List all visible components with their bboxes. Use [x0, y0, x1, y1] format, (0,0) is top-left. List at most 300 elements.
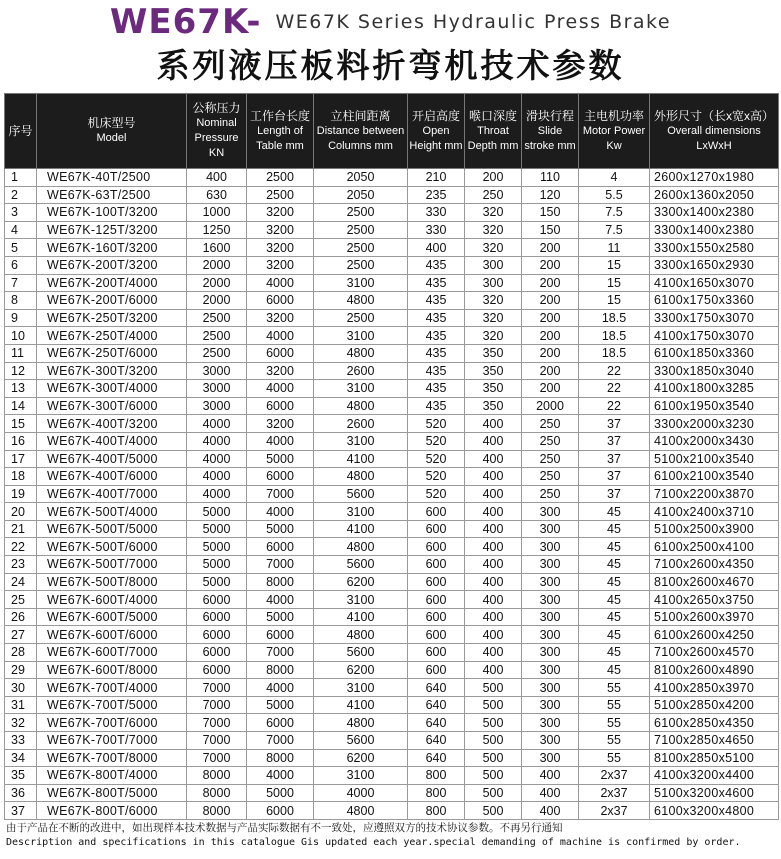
cell-no: 34: [5, 749, 37, 767]
cell-column-distance: 3100: [314, 274, 408, 292]
table-row: [5, 661, 779, 679]
cell-column-distance: 4100: [314, 450, 408, 468]
header-label-en: Overall dimensions LxWxH: [667, 124, 761, 152]
cell-slide-stroke: 300: [522, 749, 579, 767]
cell-dimensions: 5100x3200x4600: [650, 784, 779, 802]
cell-table-length: 4000: [247, 503, 314, 521]
cell-model: WE67K-700T/4000: [37, 679, 187, 697]
cell-table-length: 4000: [247, 327, 314, 345]
cell-column-distance: 4800: [314, 802, 408, 820]
cell-column-distance: 4100: [314, 520, 408, 538]
cell-column-distance: 2050: [314, 169, 408, 187]
cell-pressure: 7000: [187, 679, 247, 697]
table-row: [5, 169, 779, 187]
header-label-en: Length of Table mm: [256, 124, 304, 152]
cell-slide-stroke: 200: [522, 256, 579, 274]
table-row: [5, 274, 779, 292]
cell-open-height: 640: [408, 749, 465, 767]
spec-table: [4, 93, 779, 820]
cell-no: 21: [5, 520, 37, 538]
cell-dimensions: 4100x2000x3430: [650, 432, 779, 450]
cell-throat-depth: 500: [465, 714, 522, 732]
cell-dimensions: 2600x1270x1980: [650, 169, 779, 187]
header-label-en: Throat Depth mm: [467, 124, 519, 152]
cell-table-length: 6000: [247, 538, 314, 556]
cell-model: WE67K-600T/5000: [37, 608, 187, 626]
cell-open-height: 400: [408, 239, 465, 257]
cell-dimensions: 4100x3200x4400: [650, 767, 779, 785]
cell-no: 25: [5, 591, 37, 609]
cell-pressure: 3000: [187, 397, 247, 415]
cell-dimensions: 6100x3200x4800: [650, 802, 779, 820]
cell-model: WE67K-400T/4000: [37, 432, 187, 450]
cell-slide-stroke: 250: [522, 450, 579, 468]
cell-slide-stroke: 300: [522, 538, 579, 556]
cell-slide-stroke: 400: [522, 802, 579, 820]
cell-open-height: 330: [408, 221, 465, 239]
cell-open-height: 235: [408, 186, 465, 204]
cell-pressure: 2000: [187, 274, 247, 292]
cell-motor-power: 2x37: [579, 767, 650, 785]
cell-slide-stroke: 300: [522, 520, 579, 538]
table-row: [5, 714, 779, 732]
cell-open-height: 330: [408, 204, 465, 222]
cell-pressure: 5000: [187, 573, 247, 591]
cell-model: WE67K-500T/4000: [37, 503, 187, 521]
cell-throat-depth: 500: [465, 767, 522, 785]
cell-open-height: 435: [408, 274, 465, 292]
table-row: [5, 344, 779, 362]
cell-pressure: 1000: [187, 204, 247, 222]
cell-dimensions: 4100x2400x3710: [650, 503, 779, 521]
cell-slide-stroke: 250: [522, 468, 579, 486]
cell-motor-power: 22: [579, 380, 650, 398]
cell-model: WE67K-300T/3200: [37, 362, 187, 380]
cell-throat-depth: 500: [465, 696, 522, 714]
cell-throat-depth: 320: [465, 239, 522, 257]
cell-open-height: 600: [408, 661, 465, 679]
cell-pressure: 4000: [187, 468, 247, 486]
cell-dimensions: 4100x1800x3285: [650, 380, 779, 398]
cell-model: WE67K-800T/4000: [37, 767, 187, 785]
cell-motor-power: 2x37: [579, 802, 650, 820]
cell-slide-stroke: 300: [522, 556, 579, 574]
cell-table-length: 2500: [247, 186, 314, 204]
cell-throat-depth: 400: [465, 573, 522, 591]
cell-pressure: 630: [187, 186, 247, 204]
cell-table-length: 7000: [247, 644, 314, 662]
cell-model: WE67K-125T/3200: [37, 221, 187, 239]
cell-throat-depth: 500: [465, 749, 522, 767]
cell-throat-depth: 400: [465, 468, 522, 486]
cell-table-length: 3200: [247, 256, 314, 274]
cell-table-length: 6000: [247, 292, 314, 310]
cell-no: 23: [5, 556, 37, 574]
header-label-zh: 外形尺寸（长x宽x高）: [653, 108, 774, 123]
cell-model: WE67K-200T/3200: [37, 256, 187, 274]
cell-column-distance: 5600: [314, 485, 408, 503]
cell-model: WE67K-300T/4000: [37, 380, 187, 398]
cell-no: 32: [5, 714, 37, 732]
cell-column-distance: 2500: [314, 204, 408, 222]
cell-dimensions: 4100x1750x3070: [650, 327, 779, 345]
cell-dimensions: 8100x2600x4670: [650, 573, 779, 591]
cell-model: WE67K-400T/3200: [37, 415, 187, 433]
cell-slide-stroke: 250: [522, 415, 579, 433]
cell-motor-power: 37: [579, 468, 650, 486]
cell-throat-depth: 500: [465, 732, 522, 750]
cell-dimensions: 3300x1400x2380: [650, 204, 779, 222]
cell-pressure: 7000: [187, 696, 247, 714]
table-row: [5, 556, 779, 574]
cell-table-length: 5000: [247, 520, 314, 538]
table-row: [5, 292, 779, 310]
cell-model: WE67K-500T/5000: [37, 520, 187, 538]
header-label-en: Nominal Pressure KN: [194, 117, 239, 159]
cell-throat-depth: 320: [465, 292, 522, 310]
cell-pressure: 2500: [187, 344, 247, 362]
cell-throat-depth: 350: [465, 362, 522, 380]
table-row: [5, 380, 779, 398]
cell-open-height: 800: [408, 802, 465, 820]
cell-open-height: 600: [408, 538, 465, 556]
table-row: [5, 802, 779, 820]
cell-column-distance: 3100: [314, 767, 408, 785]
cell-no: 30: [5, 679, 37, 697]
cell-open-height: 800: [408, 784, 465, 802]
table-row: [5, 256, 779, 274]
cell-model: WE67K-700T/5000: [37, 696, 187, 714]
cell-open-height: 435: [408, 380, 465, 398]
cell-open-height: 600: [408, 644, 465, 662]
cell-open-height: 600: [408, 573, 465, 591]
cell-pressure: 6000: [187, 661, 247, 679]
header-dimensions: [650, 94, 779, 169]
cell-table-length: 3200: [247, 309, 314, 327]
chinese-title: 系列液压板料折弯机技术参数: [156, 46, 625, 85]
cell-column-distance: 2500: [314, 309, 408, 327]
table-row: [5, 644, 779, 662]
header-label-zh: 立柱间距离: [330, 108, 391, 123]
header-label-zh: 开启高度: [411, 108, 460, 123]
cell-slide-stroke: 120: [522, 186, 579, 204]
cell-no: 3: [5, 204, 37, 222]
table-row: [5, 468, 779, 486]
cell-motor-power: 45: [579, 556, 650, 574]
cell-table-length: 7000: [247, 732, 314, 750]
cell-motor-power: 45: [579, 520, 650, 538]
cell-slide-stroke: 400: [522, 767, 579, 785]
cell-pressure: 4000: [187, 432, 247, 450]
table-row: [5, 204, 779, 222]
table-row: [5, 309, 779, 327]
header-label-en: Motor Power Kw: [582, 124, 646, 152]
cell-table-length: 4000: [247, 679, 314, 697]
cell-pressure: 8000: [187, 784, 247, 802]
cell-no: 6: [5, 256, 37, 274]
header-label-en: Open Height mm: [409, 124, 463, 152]
cell-slide-stroke: 300: [522, 661, 579, 679]
cell-column-distance: 5600: [314, 644, 408, 662]
cell-slide-stroke: 300: [522, 679, 579, 697]
cell-slide-stroke: 300: [522, 644, 579, 662]
cell-table-length: 6000: [247, 397, 314, 415]
cell-no: 35: [5, 767, 37, 785]
table-row: [5, 186, 779, 204]
cell-pressure: 4000: [187, 415, 247, 433]
cell-open-height: 640: [408, 732, 465, 750]
cell-slide-stroke: 300: [522, 503, 579, 521]
cell-no: 31: [5, 696, 37, 714]
header-column-distance: [314, 94, 408, 169]
cell-throat-depth: 250: [465, 186, 522, 204]
header-label-en: Slide stroke mm: [524, 124, 576, 152]
cell-no: 13: [5, 380, 37, 398]
cell-model: WE67K-400T/7000: [37, 485, 187, 503]
cell-throat-depth: 400: [465, 644, 522, 662]
cell-column-distance: 4800: [314, 292, 408, 310]
table-row: [5, 397, 779, 415]
cell-dimensions: 4100x2650x3750: [650, 591, 779, 609]
header-label-en: Distance between Columns mm: [316, 124, 405, 152]
table-row: [5, 679, 779, 697]
table-row: [5, 573, 779, 591]
cell-no: 37: [5, 802, 37, 820]
cell-open-height: 640: [408, 696, 465, 714]
cell-dimensions: 6100x2850x4350: [650, 714, 779, 732]
cell-slide-stroke: 300: [522, 591, 579, 609]
cell-dimensions: 2600x1360x2050: [650, 186, 779, 204]
cell-throat-depth: 400: [465, 520, 522, 538]
cell-open-height: 435: [408, 344, 465, 362]
cell-column-distance: 6200: [314, 573, 408, 591]
cell-column-distance: 3100: [314, 503, 408, 521]
cell-no: 1: [5, 169, 37, 187]
cell-dimensions: 3300x1550x2580: [650, 239, 779, 257]
cell-pressure: 8000: [187, 767, 247, 785]
cell-column-distance: 2500: [314, 256, 408, 274]
cell-table-length: 4000: [247, 767, 314, 785]
table-row: [5, 591, 779, 609]
cell-motor-power: 37: [579, 415, 650, 433]
cell-column-distance: 3100: [314, 432, 408, 450]
cell-table-length: 8000: [247, 749, 314, 767]
cell-motor-power: 45: [579, 538, 650, 556]
cell-motor-power: 18.5: [579, 344, 650, 362]
cell-open-height: 600: [408, 556, 465, 574]
cell-motor-power: 37: [579, 485, 650, 503]
cell-pressure: 2500: [187, 327, 247, 345]
cell-motor-power: 15: [579, 256, 650, 274]
cell-dimensions: 3300x1400x2380: [650, 221, 779, 239]
cell-no: 9: [5, 309, 37, 327]
cell-slide-stroke: 300: [522, 573, 579, 591]
cell-no: 16: [5, 432, 37, 450]
header-pressure: [187, 94, 247, 169]
cell-throat-depth: 400: [465, 591, 522, 609]
cell-column-distance: 2050: [314, 186, 408, 204]
cell-no: 20: [5, 503, 37, 521]
cell-no: 28: [5, 644, 37, 662]
cell-model: WE67K-160T/3200: [37, 239, 187, 257]
cell-pressure: 1250: [187, 221, 247, 239]
cell-slide-stroke: 400: [522, 784, 579, 802]
cell-motor-power: 11: [579, 239, 650, 257]
cell-motor-power: 22: [579, 362, 650, 380]
cell-pressure: 5000: [187, 520, 247, 538]
cell-open-height: 435: [408, 309, 465, 327]
cell-throat-depth: 400: [465, 538, 522, 556]
table-row: [5, 732, 779, 750]
cell-no: 24: [5, 573, 37, 591]
cell-pressure: 4000: [187, 450, 247, 468]
cell-column-distance: 4800: [314, 538, 408, 556]
cell-pressure: 3000: [187, 362, 247, 380]
cell-throat-depth: 400: [465, 661, 522, 679]
cell-slide-stroke: 250: [522, 485, 579, 503]
cell-pressure: 8000: [187, 802, 247, 820]
cell-motor-power: 37: [579, 450, 650, 468]
cell-pressure: 5000: [187, 556, 247, 574]
cell-open-height: 435: [408, 292, 465, 310]
cell-column-distance: 4100: [314, 696, 408, 714]
cell-motor-power: 4: [579, 169, 650, 187]
header-label-zh: 公称压力: [192, 101, 241, 115]
cell-table-length: 6000: [247, 468, 314, 486]
footnote-en: Description and specifications in this catalogue Gis updated each year.special demanding of machine is confirmed by order.: [6, 837, 741, 848]
cell-model: WE67K-40T/2500: [37, 169, 187, 187]
table-row: [5, 327, 779, 345]
cell-motor-power: 45: [579, 573, 650, 591]
cell-table-length: 3200: [247, 204, 314, 222]
cell-column-distance: 6200: [314, 749, 408, 767]
cell-model: WE67K-400T/6000: [37, 468, 187, 486]
table-row: [5, 450, 779, 468]
cell-motor-power: 15: [579, 292, 650, 310]
cell-table-length: 8000: [247, 661, 314, 679]
cell-no: 18: [5, 468, 37, 486]
cell-column-distance: 4800: [314, 468, 408, 486]
cell-no: 19: [5, 485, 37, 503]
cell-slide-stroke: 2000: [522, 397, 579, 415]
cell-model: WE67K-200T/6000: [37, 292, 187, 310]
cell-no: 26: [5, 608, 37, 626]
cell-no: 22: [5, 538, 37, 556]
cell-dimensions: 6100x2500x4100: [650, 538, 779, 556]
cell-dimensions: 3300x2000x3230: [650, 415, 779, 433]
cell-column-distance: 2500: [314, 239, 408, 257]
cell-column-distance: 4800: [314, 344, 408, 362]
cell-open-height: 800: [408, 767, 465, 785]
cell-slide-stroke: 200: [522, 380, 579, 398]
cell-no: 14: [5, 397, 37, 415]
header-label-zh: 主电机功率: [583, 108, 644, 123]
cell-pressure: 6000: [187, 591, 247, 609]
table-header-row: [5, 94, 779, 169]
cell-model: WE67K-250T/3200: [37, 309, 187, 327]
cell-throat-depth: 300: [465, 274, 522, 292]
cell-column-distance: 5600: [314, 732, 408, 750]
cell-column-distance: 4800: [314, 626, 408, 644]
cell-model: WE67K-500T/7000: [37, 556, 187, 574]
table-row: [5, 485, 779, 503]
cell-open-height: 600: [408, 608, 465, 626]
cell-throat-depth: 320: [465, 327, 522, 345]
cell-slide-stroke: 200: [522, 362, 579, 380]
header-open-height: [408, 94, 465, 169]
cell-slide-stroke: 150: [522, 221, 579, 239]
cell-slide-stroke: 200: [522, 327, 579, 345]
table-row: [5, 538, 779, 556]
table-row: [5, 520, 779, 538]
cell-throat-depth: 500: [465, 784, 522, 802]
cell-throat-depth: 350: [465, 344, 522, 362]
cell-open-height: 600: [408, 626, 465, 644]
header-label-zh: 工作台长度: [249, 108, 310, 123]
cell-model: WE67K-700T/6000: [37, 714, 187, 732]
header-model: [37, 94, 187, 169]
cell-motor-power: 45: [579, 503, 650, 521]
cell-slide-stroke: 300: [522, 696, 579, 714]
cell-table-length: 5000: [247, 784, 314, 802]
cell-throat-depth: 350: [465, 397, 522, 415]
cell-slide-stroke: 300: [522, 608, 579, 626]
cell-model: WE67K-600T/6000: [37, 626, 187, 644]
cell-dimensions: 3300x1850x3040: [650, 362, 779, 380]
cell-column-distance: 2500: [314, 221, 408, 239]
cell-pressure: 7000: [187, 732, 247, 750]
cell-column-distance: 4800: [314, 397, 408, 415]
cell-slide-stroke: 150: [522, 204, 579, 222]
cell-throat-depth: 400: [465, 626, 522, 644]
cell-model: WE67K-700T/8000: [37, 749, 187, 767]
cell-model: WE67K-250T/4000: [37, 327, 187, 345]
cell-motor-power: 45: [579, 626, 650, 644]
cell-model: WE67K-250T/6000: [37, 344, 187, 362]
cell-slide-stroke: 200: [522, 292, 579, 310]
cell-motor-power: 55: [579, 732, 650, 750]
cell-motor-power: 18.5: [579, 309, 650, 327]
table-body: [5, 169, 779, 820]
cell-pressure: 7000: [187, 714, 247, 732]
cell-throat-depth: 400: [465, 432, 522, 450]
cell-no: 11: [5, 344, 37, 362]
cell-dimensions: 6100x1950x3540: [650, 397, 779, 415]
table-row: [5, 749, 779, 767]
cell-motor-power: 45: [579, 661, 650, 679]
cell-dimensions: 3300x1650x2930: [650, 256, 779, 274]
cell-table-length: 7000: [247, 556, 314, 574]
cell-table-length: 6000: [247, 714, 314, 732]
cell-motor-power: 15: [579, 274, 650, 292]
header-label-zh: 序号: [8, 123, 33, 138]
cell-pressure: 4000: [187, 485, 247, 503]
footnote-cn: 由于产品在不断的改进中，如出现样本技术数据与产品实际数据有不一致处，应遵照双方的技术协议参数。不再另行通知: [6, 822, 563, 834]
cell-table-length: 4000: [247, 591, 314, 609]
cell-throat-depth: 200: [465, 169, 522, 187]
table-row: [5, 239, 779, 257]
cell-open-height: 600: [408, 503, 465, 521]
cell-pressure: 6000: [187, 608, 247, 626]
cell-table-length: 2500: [247, 169, 314, 187]
cell-slide-stroke: 300: [522, 626, 579, 644]
cell-slide-stroke: 300: [522, 732, 579, 750]
cell-table-length: 7000: [247, 485, 314, 503]
cell-dimensions: 5100x2100x3540: [650, 450, 779, 468]
cell-no: 12: [5, 362, 37, 380]
cell-dimensions: 4100x2850x3970: [650, 679, 779, 697]
cell-column-distance: 4800: [314, 714, 408, 732]
